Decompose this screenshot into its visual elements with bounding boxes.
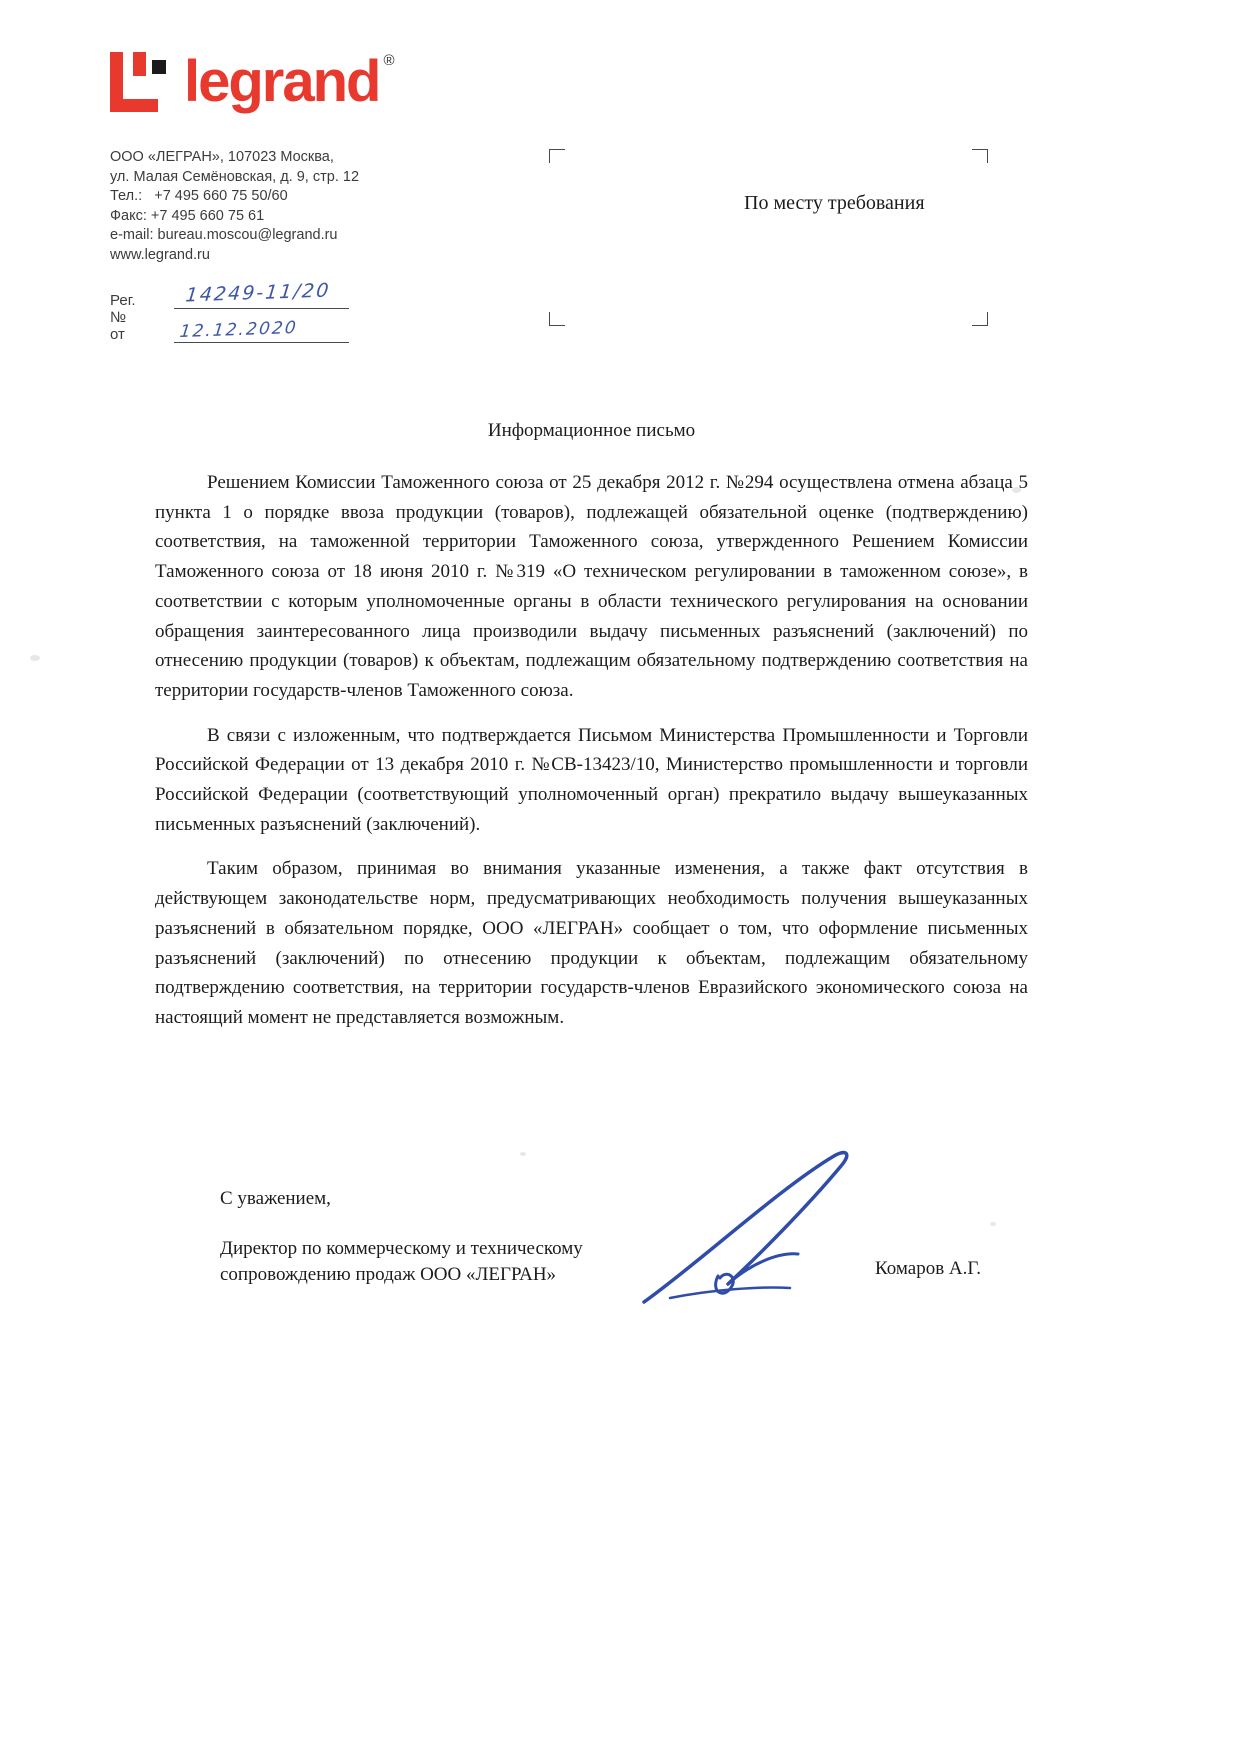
- address-frame-corner-top-left: [549, 149, 565, 163]
- company-phone: Тел.: +7 495 660 75 50/60: [110, 188, 288, 204]
- letter-body: [155, 468, 1028, 1048]
- letterhead-contact-block: [110, 148, 359, 265]
- document-title: Информационное письмо: [487, 420, 696, 441]
- reg-date-handwritten-value: 12.12.2020: [178, 317, 299, 343]
- company-name-address: ООО «ЛЕГРАН», 107023 Москва,: [110, 149, 334, 165]
- reg-number-line: [174, 308, 349, 309]
- scan-artifact: [1012, 487, 1021, 493]
- recipient-text: По месту требования: [744, 192, 925, 214]
- address-frame-corner-bottom-right: [972, 312, 988, 326]
- address-frame-corner-top-right: [972, 149, 988, 163]
- company-street-address: ул. Малая Семёновская, д. 9, стр. 12: [110, 168, 360, 185]
- company-website: www.legrand.ru: [110, 246, 210, 263]
- signer-position-block: [220, 1236, 583, 1288]
- reg-number-label: Рег. №: [110, 292, 136, 326]
- reg-number-handwritten-value: 14249-11/20: [184, 279, 332, 307]
- scan-artifact: [520, 1152, 526, 1156]
- company-email: e-mail: bureau.moscou@legrand.ru: [110, 227, 338, 243]
- signer-position-line-2: сопровождению продаж ООО «ЛЕГРАН»: [220, 1264, 557, 1285]
- legrand-wordmark: legrand: [184, 49, 380, 114]
- reg-date-line: [174, 342, 349, 343]
- reg-date-label: от: [110, 326, 125, 343]
- handwritten-signature: [630, 1140, 900, 1320]
- legrand-logo: [108, 50, 395, 114]
- company-fax: Факс: +7 495 660 75 61: [110, 207, 265, 224]
- body-paragraph-2: В связи с изложенным, что подтверждается Письмом Министерства Промышленности и Торговли Российской Федерации от 13 декабря 2010 г. №СВ-13423/10, Министерство промышленности и торговли Российской Федерации (соответствующий уполномоченный орган) прекратило выдачу вышеуказанных письменных разъяснений (заключений).: [155, 724, 1028, 835]
- body-paragraph-1: Решением Комиссии Таможенного союза от 25 декабря 2012 г. №294 осуществлена отмена абзаца 5 пункта 1 о порядке ввоза продукции (товаров), подлежащей обязательной оценке (подтверждению) соответствия, на таможенной территории Таможенного союза, утвержденного Решением Комиссии Таможенного союза от 18 июня 2010 г. №319 «О техническом регулировании в таможенном союзе», в соответствии с которым уполномоченные органы в области технического регулирования на основании обращения заинтересованного лица производили выдачу письменных разъяснений (заключений) по отнесению продукции (товаров) к объектам, подлежащим обязательному подтверждению соответствия на территории государств-членов Таможенного союза.: [155, 472, 1028, 701]
- signer-name: Комаров А.Г.: [875, 1258, 981, 1279]
- salutation-text: С уважением,: [220, 1188, 331, 1209]
- signer-position-line-1: Директор по коммерческому и техническому: [220, 1238, 583, 1259]
- scan-artifact: [990, 1222, 996, 1226]
- address-frame-corner-bottom-left: [549, 312, 565, 326]
- registered-trademark-icon: ®: [383, 52, 395, 69]
- scan-artifact: [30, 655, 40, 661]
- body-paragraph-3: Таким образом, принимая во внимания указанные изменения, а также факт отсутствия в действующем законодательстве норм, предусматривающих необходимость получения вышеуказанных разъяснений в обязательном порядке, ООО «ЛЕГРАН» сообщает о том, что оформление письменных разъяснений (заключений) по отнесению продукции к объектам, подлежащим обязательному подтверждению соответствия, на территории государств-членов Евразийского экономического союза на настоящий момент не представляется возможным.: [155, 858, 1028, 1028]
- legrand-emblem-icon: [108, 50, 172, 114]
